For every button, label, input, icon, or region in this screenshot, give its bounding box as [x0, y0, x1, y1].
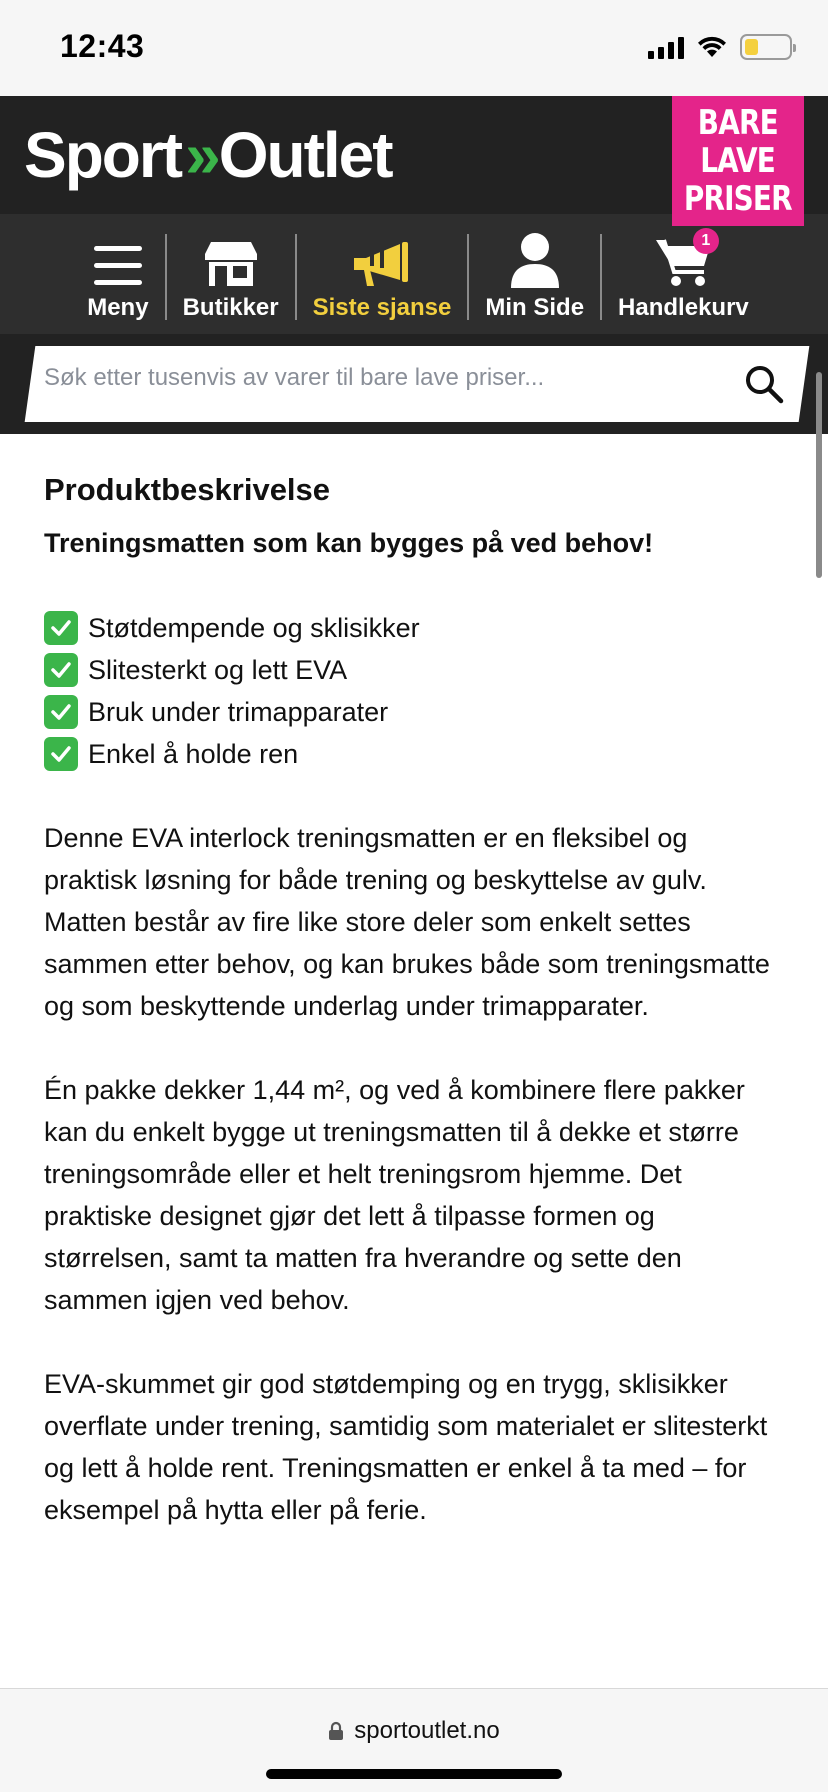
check-icon	[44, 695, 78, 729]
store-icon	[203, 240, 259, 288]
feature-text: Slitesterkt og lett EVA	[88, 654, 348, 685]
logo-text-sport: Sport	[24, 119, 182, 191]
feature-item	[44, 733, 784, 775]
feature-list	[44, 607, 784, 775]
main-nav	[0, 214, 828, 334]
wifi-icon	[696, 35, 728, 59]
search-bar	[0, 334, 828, 434]
cart-count-badge: 1	[693, 228, 719, 254]
nav-item-my-page[interactable]	[485, 214, 584, 334]
nav-item-last-chance[interactable]	[313, 214, 452, 334]
description-paragraph: EVA-skummet gir god støtdemping og en trygg, sklisikker overflate under trening, samtidig som materialet er slitesterkt og lett å holde rent. Treningsmatten er enkel å ta med – for eksempel på hytta eller på ferie.	[44, 1369, 768, 1525]
home-indicator	[266, 1769, 562, 1779]
feature-text: Støtdempende og sklisikker	[88, 612, 420, 643]
logo-arrows: »	[185, 119, 215, 191]
megaphone-icon	[350, 240, 414, 288]
section-title: Produktbeskrivelse	[44, 472, 331, 507]
nav-divider	[600, 234, 602, 320]
check-icon	[44, 737, 78, 771]
status-icons	[648, 34, 792, 60]
promo-line: BARE	[697, 103, 779, 143]
sportoutlet-logo[interactable]	[24, 110, 392, 200]
feature-item	[44, 607, 784, 649]
nav-item-cart[interactable]	[618, 214, 749, 334]
menu-icon	[92, 244, 144, 288]
nav-label: Min Side	[485, 294, 585, 321]
user-icon	[509, 232, 561, 288]
search-icon[interactable]	[744, 364, 784, 404]
description-paragraph: Denne EVA interlock treningsmatten er en fleksibel og praktisk løsning for både trening og beskyttelse av gulv. Matten består av fire like store deler som enkelt settes sammen etter behov, og kan brukes både som treningsmatte og som beskyttende underlag under trimapparater.	[44, 823, 770, 1021]
search-input[interactable]	[44, 358, 704, 398]
nav-label: Siste sjanse	[312, 294, 452, 321]
feature-item	[44, 649, 784, 691]
cellular-signal-icon	[648, 35, 684, 59]
nav-divider	[295, 234, 297, 320]
nav-label: Butikker	[182, 294, 279, 321]
promo-line: LAVE	[700, 141, 776, 181]
check-icon	[44, 611, 78, 645]
lock-icon	[328, 1721, 344, 1741]
feature-item	[44, 691, 784, 733]
battery-icon	[740, 34, 792, 60]
logo-text-outlet: Outlet	[218, 119, 392, 191]
section-subtitle: Treningsmatten som kan bygges på ved behov!	[44, 528, 654, 558]
feature-text: Enkel å holde ren	[88, 738, 299, 769]
description-paragraph: Én pakke dekker 1,44 m², og ved å kombinere flere pakker kan du enkelt bygge ut treningsmatten til å dekke et større treningsområde eller et helt treningsrom hjemme. Det praktiske designet gjør det lett å tilpasse formen og størrelsen, samt ta matten fra hverandre og sette den sammen igjen ved behov.	[44, 1075, 745, 1315]
status-time: 12:43	[60, 28, 145, 64]
nav-divider	[467, 234, 469, 320]
browser-url-bar[interactable]	[0, 1688, 828, 1792]
page-scrollbar[interactable]	[816, 372, 822, 578]
nav-divider	[165, 234, 167, 320]
promo-badge	[672, 96, 804, 226]
nav-label: Meny	[87, 294, 149, 321]
status-bar	[0, 0, 828, 96]
feature-text: Bruk under trimapparater	[88, 696, 389, 727]
nav-item-menu[interactable]	[87, 214, 148, 334]
product-description	[44, 434, 784, 1531]
nav-item-stores[interactable]	[183, 214, 279, 334]
check-icon	[44, 653, 78, 687]
nav-label: Handlekurv	[618, 294, 749, 321]
promo-line: PRISER	[684, 179, 792, 219]
url-text[interactable]: sportoutlet.no	[354, 1717, 500, 1744]
